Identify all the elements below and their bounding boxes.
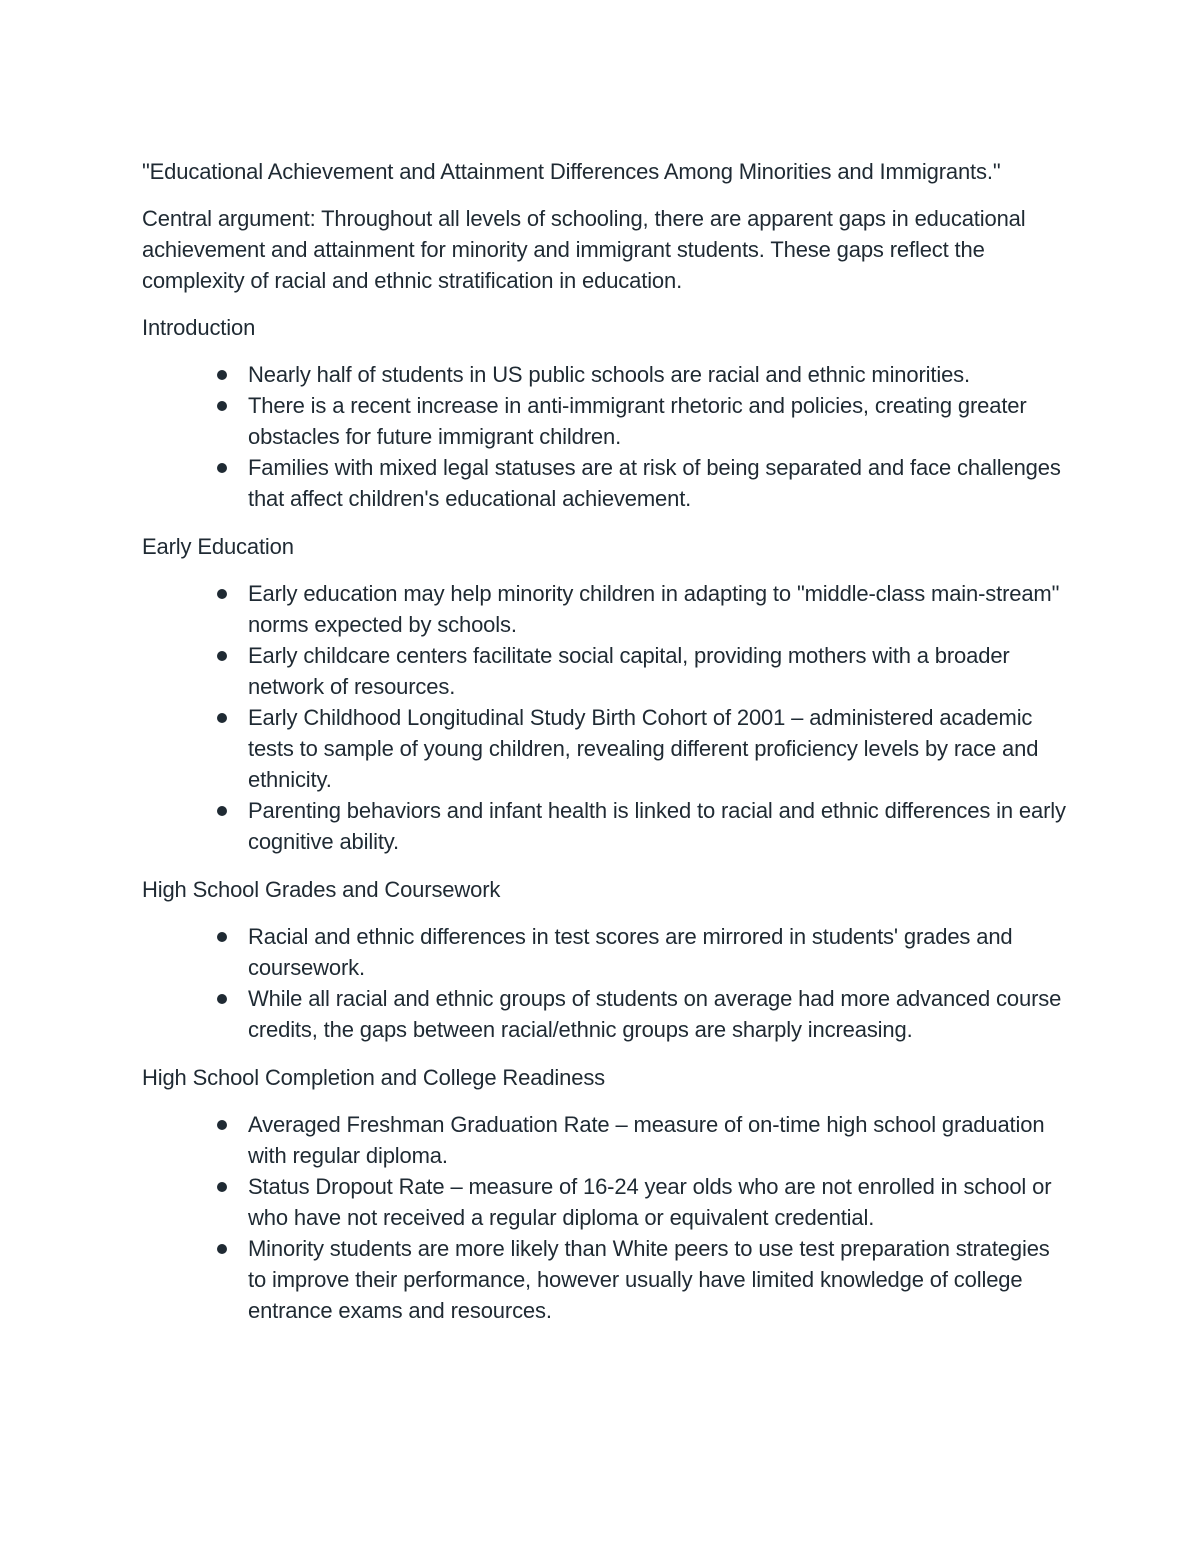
section-heading: High School Grades and Coursework — [142, 877, 501, 902]
bullet-list — [142, 921, 1072, 1045]
list-item-text: Racial and ethnic differences in test scores are mirrored in students' grades and coursework. — [248, 924, 1013, 980]
list-item-text: Parenting behaviors and infant health is linked to racial and ethnic differences in early cognitive ability. — [248, 798, 1066, 854]
list-item-text: Early education may help minority children in adapting to "middle-class main-stream" norms expected by schools. — [248, 581, 1060, 637]
bullet-icon — [217, 1120, 227, 1130]
bullet-icon — [217, 651, 227, 661]
bullet-icon — [217, 932, 227, 942]
bullet-icon — [217, 370, 227, 380]
bullet-list — [142, 1109, 1072, 1326]
bullet-icon — [217, 463, 227, 473]
list-item — [142, 1171, 1072, 1233]
bullet-list — [142, 578, 1072, 857]
list-item — [142, 578, 1072, 640]
section-heading: Early Education — [142, 534, 294, 559]
list-item-text: There is a recent increase in anti-immigrant rhetoric and policies, creating greater obstacles for future immigrant children. — [248, 393, 1027, 449]
bullet-icon — [217, 713, 227, 723]
list-item-text: Averaged Freshman Graduation Rate – measure of on-time high school graduation with regular diploma. — [248, 1112, 1045, 1168]
section-heading: Introduction — [142, 315, 256, 340]
bullet-icon — [217, 806, 227, 816]
section-high-school-grades — [142, 874, 1072, 1045]
section-introduction — [142, 312, 1072, 514]
bullet-icon — [217, 1244, 227, 1254]
list-item-text: Early Childhood Longitudinal Study Birth Cohort of 2001 – administered academic tests to sample of young children, revealing different proficiency levels by race and ethnicity. — [248, 705, 1039, 792]
list-item — [142, 702, 1072, 795]
list-item-text: Nearly half of students in US public schools are racial and ethnic minorities. — [248, 362, 970, 387]
list-item-text: While all racial and ethnic groups of students on average had more advanced course credits, the gaps between racial/ethnic groups are sharply increasing. — [248, 986, 1062, 1042]
list-item — [142, 795, 1072, 857]
bullet-icon — [217, 401, 227, 411]
list-item-text: Families with mixed legal statuses are at risk of being separated and face challenges that affect children's educational achievement. — [248, 455, 1061, 511]
section-early-education — [142, 531, 1072, 857]
bullet-icon — [217, 589, 227, 599]
list-item — [142, 390, 1072, 452]
section-high-school-completion — [142, 1062, 1072, 1326]
central-argument: Central argument: Throughout all levels of schooling, there are apparent gaps in educational achievement and attainment for minority and immigrant students. These gaps reflect the complexity of racial and ethnic stratification in education. — [142, 206, 1026, 293]
document-title: "Educational Achievement and Attainment Differences Among Minorities and Immigrants." — [142, 159, 1001, 184]
list-item — [142, 983, 1072, 1045]
list-item — [142, 452, 1072, 514]
list-item — [142, 1109, 1072, 1171]
list-item — [142, 921, 1072, 983]
list-item-text: Minority students are more likely than White peers to use test preparation strategies to improve their performance, however usually have limited knowledge of college entrance exams and resources. — [248, 1236, 1050, 1323]
list-item — [142, 359, 1072, 390]
bullet-icon — [217, 994, 227, 1004]
bullet-list — [142, 359, 1072, 514]
list-item — [142, 640, 1072, 702]
list-item-text: Early childcare centers facilitate social capital, providing mothers with a broader network of resources. — [248, 643, 1010, 699]
section-heading: High School Completion and College Readiness — [142, 1065, 606, 1090]
list-item-text: Status Dropout Rate – measure of 16-24 year olds who are not enrolled in school or who have not received a regular diploma or equivalent credential. — [248, 1174, 1052, 1230]
bullet-icon — [217, 1182, 227, 1192]
list-item — [142, 1233, 1072, 1326]
document-page — [142, 156, 1072, 1343]
